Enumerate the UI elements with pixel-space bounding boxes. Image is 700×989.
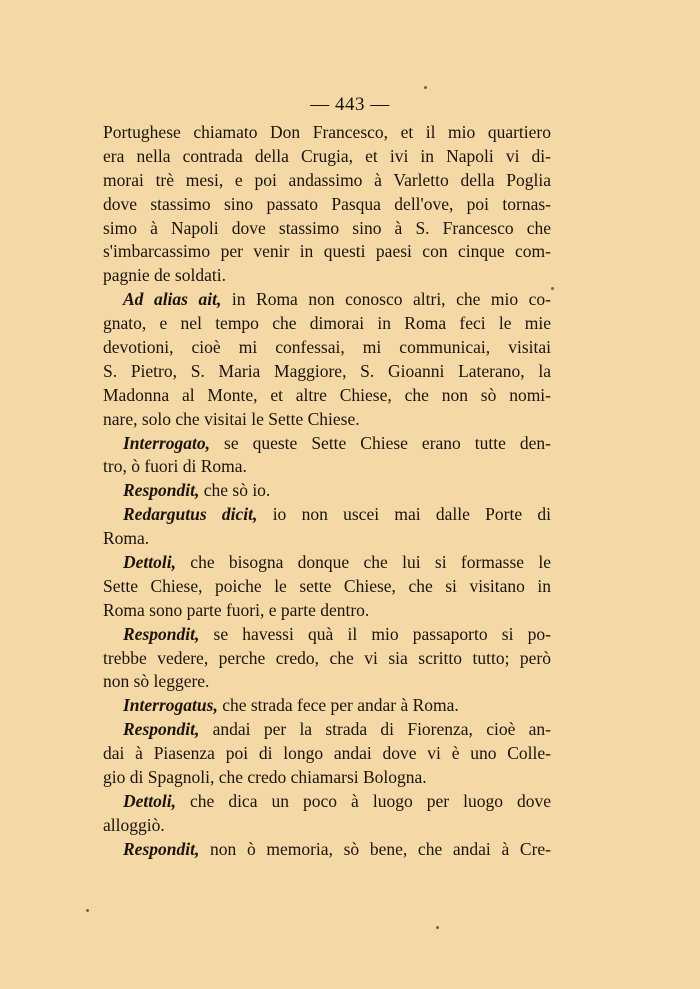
line-text: gio di Spagnoli, che credo chiamarsi Bologna.: [103, 767, 427, 788]
line-text: pagnie de soldati.: [103, 265, 226, 286]
line-text: Roma.: [103, 528, 150, 549]
text-line: [103, 455, 551, 479]
text-line: [103, 264, 551, 288]
text-line: [103, 647, 551, 671]
line-text: nare, solo che visitai le Sette Chiese.: [103, 408, 360, 429]
line-text: tro, ò fuori di Roma.: [103, 456, 247, 477]
text-line: [103, 575, 551, 599]
speaker-label: Dettoli,: [123, 790, 176, 811]
line-text: in Roma non conosco altri, che mio co-: [221, 289, 551, 310]
text-line: [103, 145, 551, 169]
line-text: gnato, e nel tempo che dimorai in Roma feci le mie: [103, 313, 551, 334]
line-text: Madonna al Monte, et altre Chiese, che non sò nomi-: [103, 384, 551, 405]
text-line: [103, 790, 551, 814]
text-line: [103, 240, 551, 264]
line-text: era nella contrada della Crugia, et ivi in Napoli vi di-: [103, 145, 551, 166]
line-text: devotioni, cioè mi confessai, mi communicai, visitai: [103, 337, 551, 358]
line-text: alloggiò.: [103, 814, 165, 835]
paper-speck: [436, 926, 439, 929]
paper-speck: [424, 86, 427, 89]
text-line: [103, 503, 551, 527]
line-text: che dica un poco à luogo per luogo dove: [175, 790, 551, 811]
text-line: [103, 527, 551, 551]
text-line: [103, 694, 551, 718]
text-line: [103, 718, 551, 742]
text-line: [103, 408, 551, 432]
line-text: che sò io.: [199, 480, 271, 501]
text-line: [103, 551, 551, 575]
line-text: s'imbarcassimo per venir in questi paesi con cinque com-: [103, 241, 551, 262]
text-line: [103, 121, 551, 145]
text-line: [103, 169, 551, 193]
text-line: [103, 288, 551, 312]
line-text: se queste Sette Chiese erano tutte den-: [210, 432, 551, 453]
line-text: se havessi quà il mio passaporto si po-: [199, 623, 551, 644]
speaker-label: Ad alias ait,: [123, 289, 222, 310]
line-text: morai trè mesi, e poi andassimo à Varletto della Poglia: [103, 169, 551, 190]
line-text: S. Pietro, S. Maria Maggiore, S. Gioanni Laterano, la: [103, 360, 551, 381]
speaker-label: Interrogatus,: [123, 695, 218, 716]
line-text: io non uscei mai dalle Porte di: [257, 504, 551, 525]
speaker-label: Redargutus dicit,: [123, 504, 258, 525]
paper-speck: [551, 287, 554, 290]
line-text: simo à Napoli dove stassimo sino à S. Francesco che: [103, 217, 551, 238]
text-line: [103, 193, 551, 217]
line-text: andai per la strada di Fiorenza, cioè an-: [199, 719, 551, 740]
text-line: [103, 360, 551, 384]
line-text: trebbe vedere, perche credo, che vi sia scritto tutto; però: [103, 647, 551, 668]
line-text: non sò leggere.: [103, 671, 210, 692]
text-line: [103, 217, 551, 241]
text-line: [103, 623, 551, 647]
body-text: [103, 121, 551, 862]
text-line: [103, 670, 551, 694]
line-text: dai à Piasenza poi di longo andai dove vi è uno Colle-: [103, 743, 551, 764]
speaker-label: Dettoli,: [123, 552, 176, 573]
speaker-label: Respondit,: [123, 838, 200, 859]
text-line: [103, 479, 551, 503]
speaker-label: Respondit,: [123, 480, 200, 501]
text-line: [103, 599, 551, 623]
line-text: dove stassimo sino passato Pasqua dell'ove, poi tornas-: [103, 193, 551, 214]
text-line: [103, 742, 551, 766]
line-text: che bisogna donque che lui si formasse le: [175, 552, 551, 573]
text-line: [103, 814, 551, 838]
line-text: che strada fece per andar à Roma.: [217, 695, 459, 716]
speaker-label: Interrogato,: [123, 432, 211, 453]
text-line: [103, 384, 551, 408]
paper-speck: [86, 909, 89, 912]
text-line: [103, 432, 551, 456]
line-text: Sette Chiese, poiche le sette Chiese, che si visitano in: [103, 575, 551, 596]
text-line: [103, 766, 551, 790]
line-text: Portughese chiamato Don Francesco, et il mio quartiero: [103, 122, 551, 142]
speaker-label: Respondit,: [123, 719, 200, 740]
page-number: — 443 —: [310, 94, 390, 115]
text-line: [103, 312, 551, 336]
text-line: [103, 838, 551, 862]
line-text: non ò memoria, sò bene, che andai à Cre-: [199, 838, 551, 859]
line-text: Roma sono parte fuori, e parte dentro.: [103, 599, 370, 620]
text-line: [103, 336, 551, 360]
speaker-label: Respondit,: [123, 623, 200, 644]
